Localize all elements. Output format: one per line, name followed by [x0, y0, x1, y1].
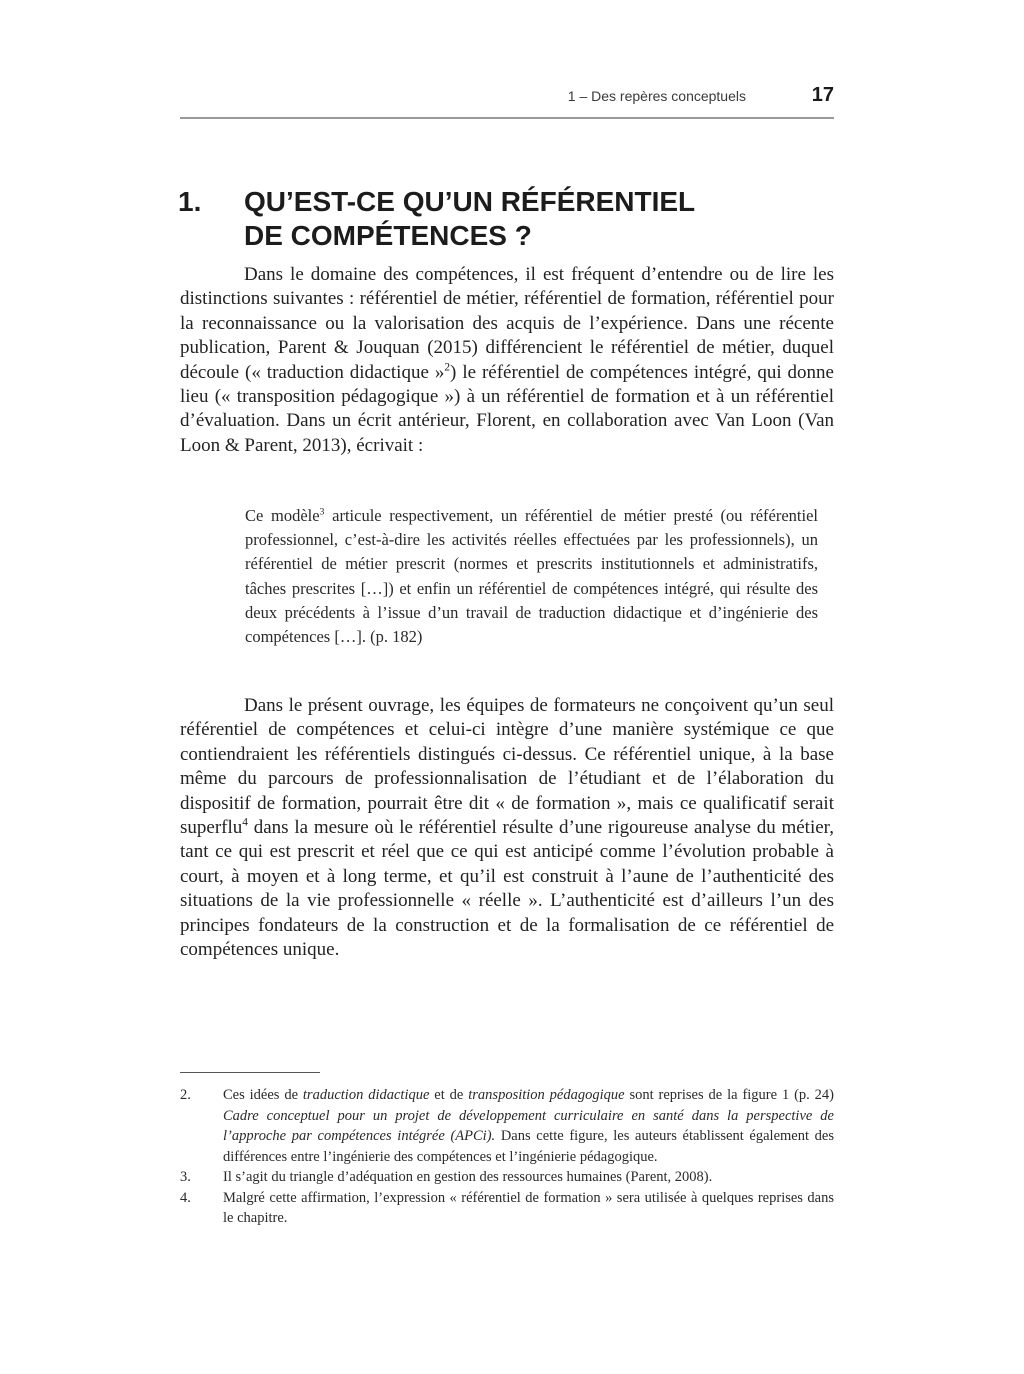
footnote-text: et de: [429, 1087, 469, 1103]
section-title-line-1: QU’EST-CE QU’UN RÉFÉRENTIEL: [244, 186, 696, 217]
footnote-number: 4.: [180, 1189, 191, 1206]
footnote-text: Malgré cette affirmation, l’expression « référentiel de formation » sera utilisée à quelques reprises dans le chapitre.: [223, 1189, 834, 1226]
footnote-text: Il s’agit du triangle d’adéquation en gestion des ressources humaines (Parent, 2008).: [223, 1169, 713, 1185]
quote-text-a: Ce modèle: [245, 506, 320, 525]
header-rule: [180, 117, 834, 119]
section-title: [244, 185, 804, 253]
footnote-ref-2[interactable]: 2: [444, 361, 451, 374]
footnote-number: 2.: [180, 1087, 191, 1103]
section-title-line-2: DE COMPÉTENCES ?: [244, 220, 532, 251]
footnote-2: [180, 1085, 834, 1167]
paragraph-1-text-a: Dans le domaine des compétences, il est fréquent d’entendre ou de lire les distinctions suivantes : référentiel de métier, référentiel de formation, référentiel pour la reconnaissance ou la valorisation des acquis de l’expérience. Dans une récente publication, Parent & Jouquan (2015) différencient le référentiel de métier, duquel découle (« traduction didactique »: [180, 264, 834, 383]
running-title: 1 – Des repères conceptuels: [567, 88, 746, 104]
footnote-rule: [180, 1072, 320, 1073]
footnote-italic: Cadre conceptuel pour un projet de développement curriculaire en santé dans la perspective de l’approche par compétences intégrée (APCi).: [223, 1107, 834, 1144]
footnote-text: Ces idées de: [223, 1087, 303, 1103]
footnote-italic: transposition pédagogique: [468, 1087, 625, 1103]
footnote-italic: traduction didactique: [302, 1087, 430, 1103]
footnote-ref-4[interactable]: 4: [242, 816, 248, 829]
footnotes: [180, 1085, 834, 1229]
footnote-text: sont reprises de la figure 1 (p. 24): [624, 1087, 835, 1103]
footnote-ref-3[interactable]: 3: [319, 506, 325, 518]
block-quote: [245, 504, 818, 649]
footnote-3: [180, 1167, 834, 1188]
paragraph-2-text-b: dans la mesure où le référentiel résulte d’une rigoureuse analyse du métier, tant ce qui est prescrit et réel que ce qui est anticipé comme l’évolution probable à court, à moyen et à long terme, et qu’il est construit à l’aune de l’authenticité des situations de la vie professionnelle « réelle ». L’authenticité est d’ailleurs l’un des principes fondateurs de la construction et de la formalisation de ce référentiel de compétences unique.: [180, 817, 834, 961]
footnote-text: Dans cette figure, les auteurs établissent également des différences entre l’ingénierie des compétences et l’ingénierie pédagogique.: [223, 1128, 834, 1165]
section-number: 1.: [178, 186, 202, 217]
quote-text-b: articule respectivement, un référentiel de métier presté (ou référentiel professionnel, c’est-à-dire les activités réelles effectuées par les professionnels), un référentiel de métier prescrit (normes et prescrits institutionnels et administratifs, tâches prescrites […]) et enfin un référentiel de compétences intégré, qui résulte des deux précédents à l’issue d’un travail de traduction didactique et d’ingénierie des compétences […]. (p. 182): [245, 506, 818, 647]
body-paragraph-1: [180, 263, 834, 458]
running-header: [180, 84, 834, 110]
footnote-4: [180, 1188, 834, 1229]
paragraph-2-text-a: Dans le présent ouvrage, les équipes de formateurs ne conçoivent qu’un seul référentiel de compétences et celui-ci intègre d’une manière systémique ce que contiendraient les référentiels distingués ci-dessus. Ce référentiel unique, à la base même du parcours de professionnalisation de l’étudiant et de l’élaboration du dispositif de formation, pourrait être dit « de formation », mais ce qualificatif serait superflu: [180, 695, 834, 839]
footnote-number: 3.: [180, 1169, 191, 1185]
page-number: 17: [811, 84, 834, 106]
body-paragraph-2: [180, 694, 834, 962]
paragraph-1-text-b: ) le référentiel de compétences intégré, qui donne lieu (« transposition pédagogique ») à un référentiel de formation et à un référentiel d’évaluation. Dans un écrit antérieur, Florent, en collaboration avec Van Loon (Van Loon & Parent, 2013), écrivait :: [180, 361, 834, 456]
